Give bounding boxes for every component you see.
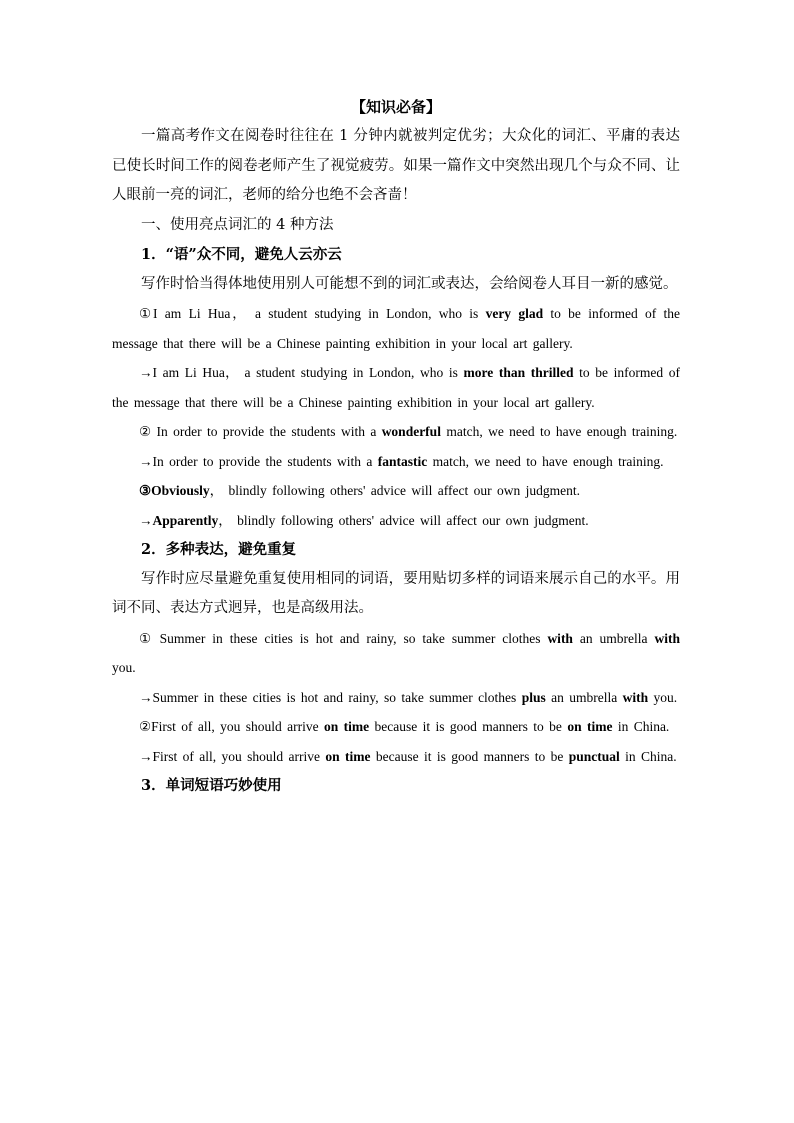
example-sentence: ③Obviously， blindly following others' advice will affect our own judgment. — [139, 483, 580, 498]
improved-sentence: →Apparently， blindly following others' advice will affect our own judgment. — [139, 512, 589, 528]
example-sentence: ① Summer in these cities is hot and rainy, so take summer clothes with an umbrella with you. — [112, 630, 680, 675]
example-sentence: ② In order to provide the students with a wonderful match, we need to have enough training. — [139, 424, 678, 439]
improved-sentence: →Summer in these cities is hot and rainy, so take summer clothes plus an umbrella with you. — [139, 689, 678, 705]
method-1-description: 写作时恰当得体地使用别人可能想不到的词汇或表达，会给阅卷人耳目一新的感觉。 — [141, 275, 678, 292]
method-2-description: 写作时应尽量避免重复使用相同的词语，要用贴切多样的词语来展示自己的水平。用词不同、表达方式迥异，也是高级用法。 — [112, 570, 680, 616]
method-1-title: 1．“语”众不同，避免人云亦云 — [141, 246, 342, 263]
improved-sentence: →I am Li Hua， a student studying in London, who is more than thrilled to be informed of the message that there will be a Chinese painting exhibition in your local art gallery. — [112, 365, 680, 410]
improved-sentence: →First of all, you should arrive on time because it is good manners to be punctual in China. — [139, 748, 677, 764]
method-3-title: 3．单词短语巧妙使用 — [141, 777, 282, 794]
method-2-title: 2．多种表达，避免重复 — [141, 541, 297, 558]
example-sentence: ①I am Li Hua， a student studying in London, who is very glad to be informed of the message that there will be a Chinese painting exhibition in your local art gallery. — [112, 306, 681, 351]
document-page — [112, 92, 680, 801]
section-title: 一、使用亮点词汇的 4 种方法 — [141, 216, 334, 233]
example-sentence: ②First of all, you should arrive on time because it is good manners to be on time in China. — [139, 719, 670, 734]
section-heading: 【知识必备】 — [350, 98, 441, 116]
improved-sentence: →In order to provide the students with a fantastic match, we need to have enough training. — [139, 453, 664, 469]
intro-paragraph: 一篇高考作文在阅卷时往往在 1 分钟内就被判定优劣；大众化的词汇、平庸的表达已使长时间工作的阅卷老师产生了视觉疲劳。如果一篇作文中突然出现几个与众不同、让人眼前一亮的词汇，老师的给分也绝不会吝啬！ — [112, 128, 680, 203]
